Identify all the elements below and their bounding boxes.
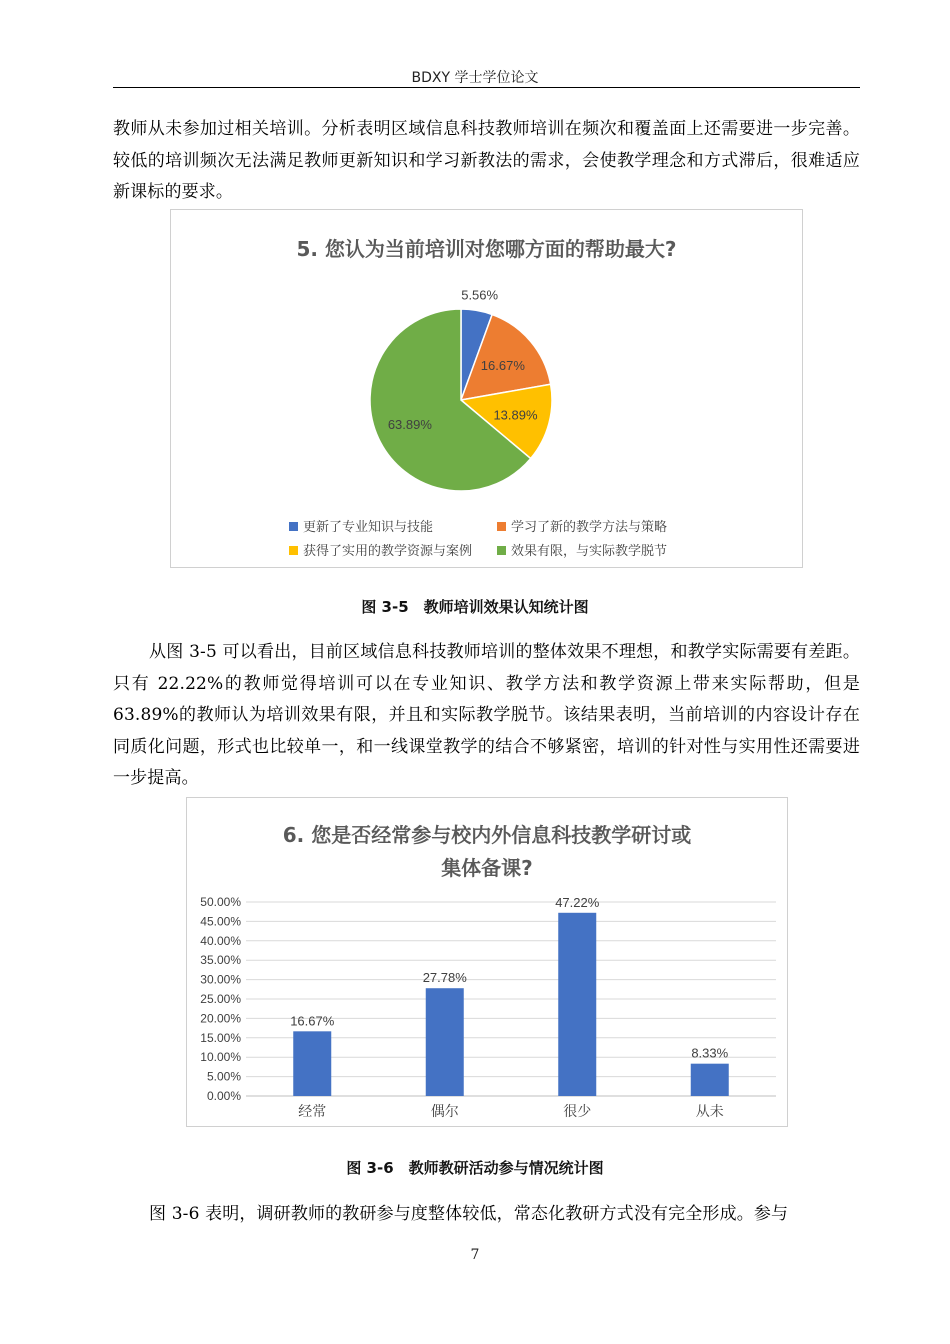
pie-legend-swatch-4 xyxy=(497,546,506,555)
pie-legend-swatch-1 xyxy=(289,522,298,531)
pie-legend-label-4: 效果有限，与实际教学脱节 xyxy=(511,544,668,559)
pie-legend-label-1: 更新了专业知识与技能 xyxy=(303,520,434,535)
pie-legend-label-3: 获得了实用的教学资源与案例 xyxy=(303,544,473,559)
pie-data-label-2: 16.67% xyxy=(480,357,525,373)
pie-legend-swatch-2 xyxy=(497,522,506,531)
pie-data-label-4: 63.89% xyxy=(387,416,432,432)
bar-data-label-2: 27.78% xyxy=(422,970,467,986)
bar-2 xyxy=(426,988,464,1096)
running-header: BDXY 学士学位论文 xyxy=(411,70,539,86)
bar-chart xyxy=(187,798,787,1126)
bar-data-label-4: 8.33% xyxy=(691,1045,729,1061)
x-category-label-1: 经常 xyxy=(298,1104,327,1120)
pie-legend-label-2: 学习了新的教学方法与策略 xyxy=(511,520,668,535)
y-tick-label: 20.00% xyxy=(200,1011,241,1026)
y-tick-label: 5.00% xyxy=(206,1069,241,1084)
bar-3 xyxy=(558,913,596,1096)
y-tick-label: 40.00% xyxy=(200,933,241,948)
pie-chart xyxy=(171,210,802,567)
x-category-label-2: 偶尔 xyxy=(430,1104,459,1120)
bar-chart-figure xyxy=(186,797,788,1127)
bar-data-label-3: 47.22% xyxy=(555,894,600,910)
figure-caption-3-6: 图 3-6 教师教研活动参与情况统计图 xyxy=(346,1159,604,1177)
bar-1 xyxy=(293,1031,331,1096)
y-tick-label: 35.00% xyxy=(200,953,241,968)
pie-chart-figure xyxy=(170,209,803,568)
pie-legend-swatch-3 xyxy=(289,546,298,555)
page-number: 7 xyxy=(470,1247,480,1263)
paragraph-2: 从图 3-5 可以看出，目前区域信息科技教师培训的整体效果不理想，和教学实际需要有差距。只有 22.22%的教师觉得培训可以在专业知识、教学方法和教学资源上带来实际帮助，但是 63.89%的教师认为培训效果有限，并且和实际教学脱节。该结果表明，当前培训的内容设计存在同质化问题，形式也比较单一，和一线课堂教学的结合不够紧密，培训的针对性与实用性还需要进一步提高。 xyxy=(113,642,860,788)
header-rule xyxy=(113,87,860,88)
y-tick-label: 10.00% xyxy=(200,1050,241,1065)
figure-caption-3-5: 图 3-5 教师培训效果认知统计图 xyxy=(361,598,589,616)
bar-chart-title-line-1: 6. 您是否经常参与校内外信息科技教学研讨或 xyxy=(282,823,692,847)
paragraph-1: 教师从未参加过相关培训。分析表明区域信息科技教师培训在频次和覆盖面上还需要进一步完善。较低的培训频次无法满足教师更新知识和学习新教法的需求，会使教学理念和方式滞后，很难适应新课标的要求。 xyxy=(113,119,860,202)
x-category-label-3: 很少 xyxy=(563,1104,592,1120)
y-tick-label: 25.00% xyxy=(200,992,241,1006)
y-tick-label: 45.00% xyxy=(200,914,241,929)
pie-data-label-3: 13.89% xyxy=(493,407,538,423)
pie-data-label-1: 5.56% xyxy=(461,287,499,303)
y-tick-label: 15.00% xyxy=(200,1030,241,1045)
x-category-label-4: 从未 xyxy=(695,1104,724,1120)
bar-chart-title-line-2: 集体备课? xyxy=(441,856,533,880)
pie-chart-title: 5. 您认为当前培训对您哪方面的帮助最大? xyxy=(296,237,677,261)
bar-data-label-1: 16.67% xyxy=(290,1013,335,1029)
bar-4 xyxy=(691,1064,729,1096)
paragraph-3: 图 3-6 表明，调研教师的教研参与度整体较低，常态化教研方式没有完全形成。参与 xyxy=(149,1204,789,1224)
y-tick-label: 50.00% xyxy=(200,895,241,909)
y-tick-label: 0.00% xyxy=(206,1089,241,1103)
y-tick-label: 30.00% xyxy=(200,972,241,987)
